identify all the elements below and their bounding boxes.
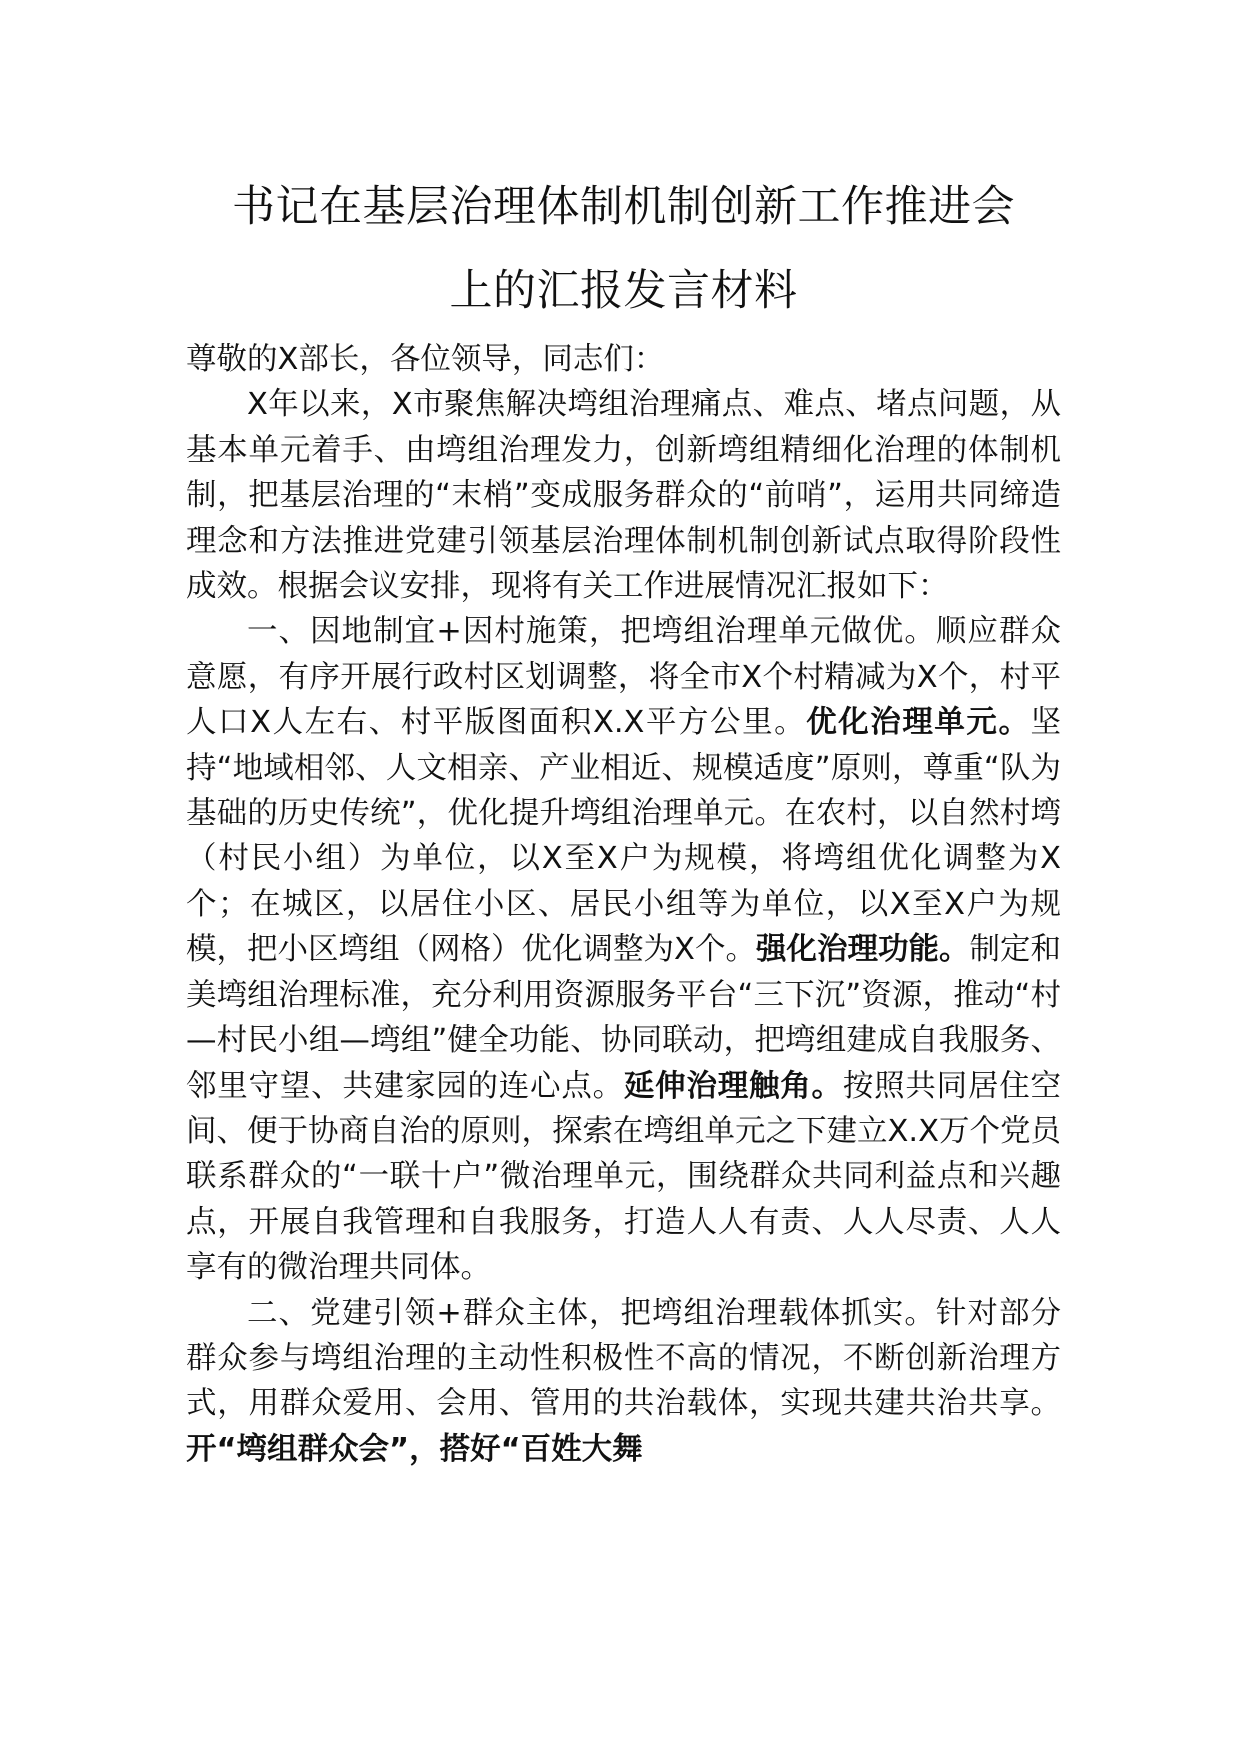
section-2-subheading-1: 开“塆组群众会”，搭好“百姓大舞 — [186, 1431, 643, 1467]
document-title — [186, 165, 1061, 333]
salutation: 尊敬的X部长，各位领导，同志们： — [186, 342, 665, 377]
section-2-paragraph — [186, 1291, 1061, 1473]
section-1-text-3: 按照共同居住空间、便于协商自治的原则，探索在塆组单元之下建立X.X万个党员联系群众的“一联十户”微治理单元，围绕群众共同利益点和兴趣点，开展自我管理和自我服务，打造人人有责、人人尽责、人人享有的微治理共同体。 — [186, 1068, 1062, 1286]
title-line-2: 上的汇报发言材料 — [449, 266, 798, 316]
document-body — [186, 165, 1061, 1472]
section-1-text-1: 坚持“地域相邻、人文相亲、产业相近、规模适度”原则，尊重“队为基础的历史传统”，优化提升塆组治理单元。在农村，以自然村塆（村民小组）为单位，以X至X户为规模，将塆组优化调整为X个；在城区，以居住小区、居民小组等为单位，以X至X户为规模，把小区塆组（网格）优化调整为X个。 — [186, 705, 1061, 968]
section-2-lead: 二、党建引领+群众主体，把塆组治理载体抓实。针对部分群众参与塆组治理的主动性积极性不高的情况，不断创新治理方式，用群众爱用、会用、管用的共治载体，实现共建共治共享。 — [186, 1295, 1061, 1422]
document-text — [186, 337, 1061, 1472]
section-1-subheading-2: 强化治理功能。 — [755, 932, 970, 968]
intro-paragraph: X年以来，X市聚焦解决塆组治理痛点、难点、堵点问题，从基本单元着手、由塆组治理发力，创新塆组精细化治理的体制机制，把基层治理的“末梢”变成服务群众的“前哨”，运用共同缔造理念和方法推进党建引领基层治理体制机制创新试点取得阶段性成效。根据会议安排，现将有关工作进展情况汇报如下： — [186, 387, 1061, 605]
section-1-text-2: 制定和美塆组治理标准，充分利用资源服务平台“三下沉”资源，推动“村—村民小组—塆组”健全功能、协同联动，把塆组建成自我服务、邻里守望、共建家园的连心点。 — [186, 932, 1062, 1104]
section-1-subheading-3: 延伸治理触角。 — [623, 1068, 843, 1104]
section-1-subheading-1: 优化治理单元。 — [806, 705, 1031, 741]
section-1-paragraph — [186, 609, 1061, 1290]
section-1-lead: 一、因地制宜+因村施策，把塆组治理单元做优。顺应群众意愿，有序开展行政村区划调整，将全市X个村精减为X个，村平人口X人左右、村平版图面积X.X平方公里。 — [186, 614, 1061, 741]
title-line-1: 书记在基层治理体制机制创新工作推进会 — [232, 182, 1015, 232]
